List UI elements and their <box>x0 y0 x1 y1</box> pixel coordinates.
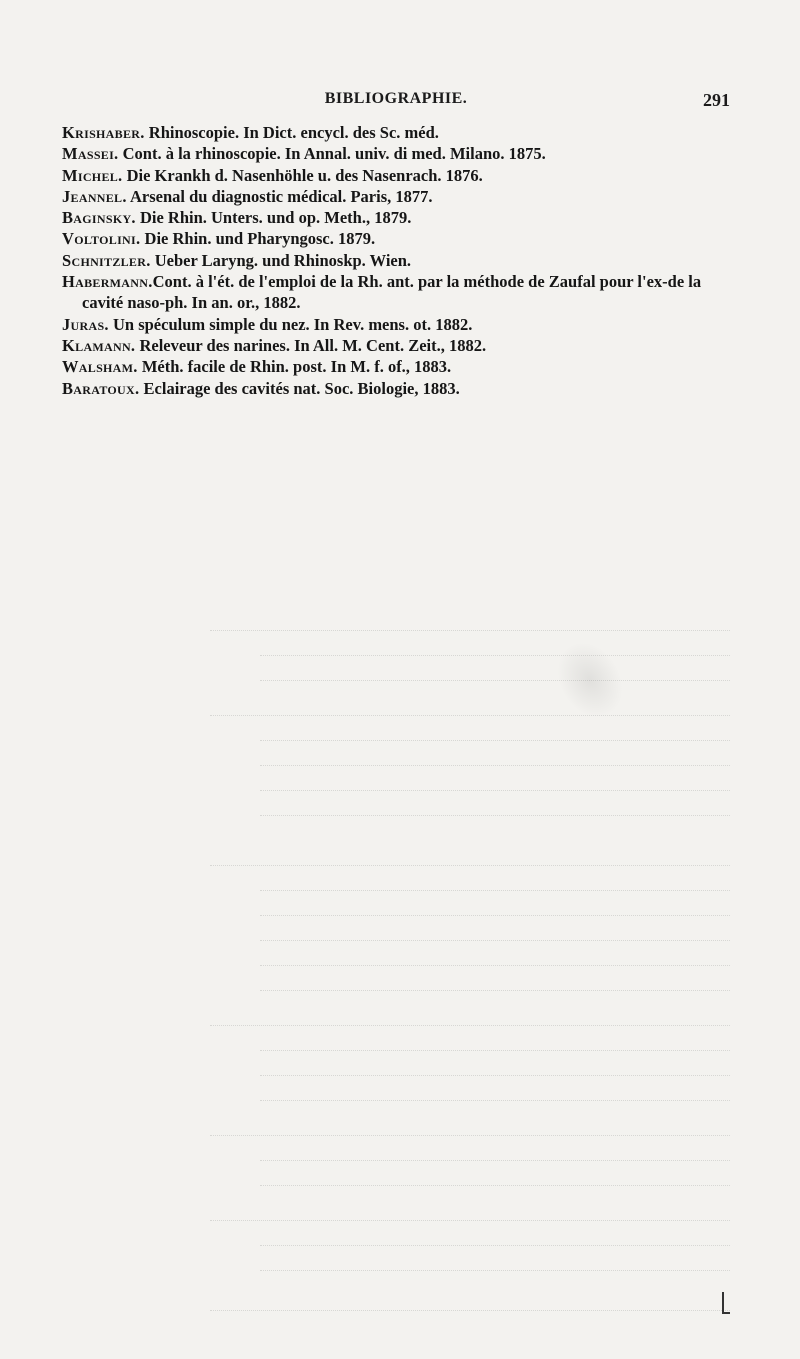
bibliography-entry <box>62 378 730 399</box>
page-header <box>62 90 730 116</box>
entry-text: Rhinoscopie. In Dict. encycl. des Sc. méd. <box>144 123 439 142</box>
bibliography-entry <box>62 143 730 164</box>
bibliography-entry <box>62 314 730 335</box>
entry-text: Arsenal du diagnostic médical. Paris, 1877. <box>126 186 433 206</box>
entry-author: Juras. <box>62 314 109 334</box>
entry-text: Die Rhin. und Pharyngosc. 1879. <box>140 229 376 249</box>
entry-text: Die Rhin. Unters. und op. Meth., 1879. <box>135 208 412 228</box>
entry-author: Voltolini. <box>62 229 141 249</box>
entry-author: Jeannel. <box>62 186 127 206</box>
entry-author: Krishaber. <box>62 123 145 142</box>
entry-text: Un spéculum simple du nez. In Rev. mens. ot. 1882. <box>108 314 473 334</box>
bibliography-entry <box>62 228 730 249</box>
entry-text: Releveur des narines. In All. M. Cent. Zeit., 1882. <box>135 335 487 355</box>
entry-text: Cont. à la rhinoscopie. In Annal. univ. di med. Milano. 1875. <box>118 144 546 164</box>
entry-author: Michel. <box>62 165 123 185</box>
entry-author: Baratoux. <box>62 378 140 398</box>
show-through-reverse-page <box>80 470 780 1330</box>
bibliography-entry <box>62 122 730 143</box>
entry-text: Ueber Laryng. und Rhinoskp. Wien. <box>150 250 412 270</box>
bibliography-list <box>62 122 730 399</box>
bibliography-entry <box>62 207 730 228</box>
entry-text: Die Krankh d. Nasenhöhle u. des Nasenrach. 1876. <box>122 165 483 185</box>
entry-author: Walsham. <box>62 357 138 377</box>
entry-author: Schnitzler. <box>62 250 151 270</box>
entry-author: Habermann. <box>62 272 153 292</box>
bibliography-entry <box>62 335 730 356</box>
entry-text: Eclairage des cavités nat. Soc. Biologie, 1883. <box>139 378 460 398</box>
entry-text: Méth. facile de Rhin. post. In M. f. of., 1883. <box>137 357 452 377</box>
bibliography-entry <box>62 271 730 314</box>
running-title: BIBLIOGRAPHIE. <box>324 90 468 107</box>
bibliography-entry <box>62 165 730 186</box>
printer-mark <box>722 1292 730 1314</box>
entry-author: Klamann. <box>62 335 136 355</box>
bibliography-entry <box>62 186 730 207</box>
entry-author: Massei. <box>62 144 119 164</box>
entry-text: Cont. à l'ét. de l'emploi de la Rh. ant. par la méthode de Zaufal pour l'ex-de la cavité naso-ph. In an. or., 1882. <box>82 272 702 313</box>
page-number: 291 <box>703 90 730 110</box>
bibliography-entry <box>62 250 730 271</box>
entry-author: Baginsky. <box>62 208 136 228</box>
bibliography-entry <box>62 356 730 377</box>
